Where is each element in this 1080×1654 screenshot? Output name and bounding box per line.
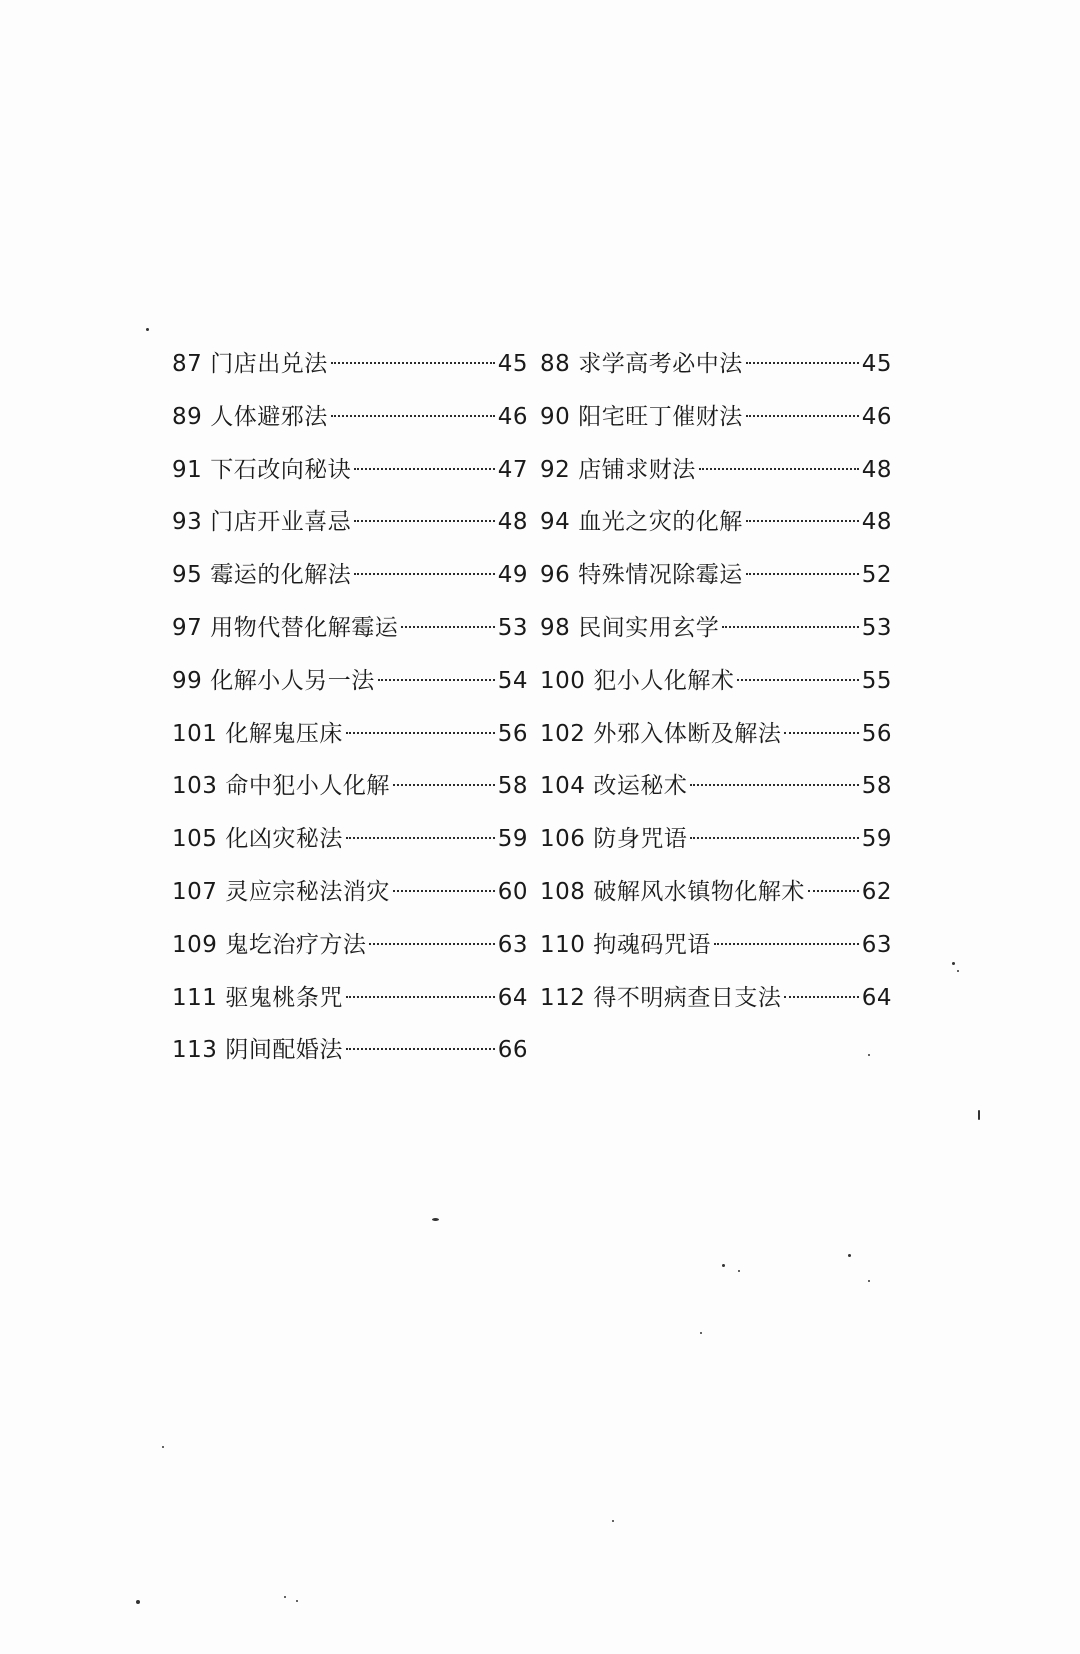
toc-entry	[540, 496, 892, 549]
entry-number: 101	[172, 720, 218, 747]
dot-leader	[346, 732, 495, 734]
entry-title: 破解风水镇物化解术	[593, 878, 805, 905]
entry-page-number: 63	[497, 931, 528, 958]
toc-entry	[540, 391, 892, 444]
toc-entry	[540, 655, 892, 708]
entry-number: 90	[540, 403, 571, 430]
scan-speck	[432, 1218, 439, 1221]
scan-speck	[868, 1054, 870, 1056]
entry-number: 106	[540, 826, 586, 853]
dot-leader	[354, 468, 494, 470]
entry-title: 用物代替化解霉运	[210, 614, 399, 641]
toc-entry	[172, 919, 528, 972]
entry-page-number: 53	[497, 614, 528, 641]
entry-title: 改运秘术	[593, 773, 688, 800]
entry-page-number: 53	[861, 614, 892, 641]
scan-speck	[146, 328, 149, 331]
scan-speck	[162, 1446, 164, 1448]
scan-speck	[848, 1254, 851, 1257]
toc-entry	[172, 549, 528, 602]
entry-number: 103	[172, 773, 218, 800]
scan-speck	[738, 1270, 740, 1272]
entry-title: 化解小人另一法	[210, 667, 375, 694]
entry-number: 110	[540, 931, 586, 958]
dot-leader	[354, 573, 494, 575]
entry-page-number: 59	[497, 826, 528, 853]
dot-leader	[393, 784, 495, 786]
entry-number: 99	[172, 667, 203, 694]
entry-title: 命中犯小人化解	[225, 773, 390, 800]
entry-number: 108	[540, 878, 586, 905]
entry-number: 94	[540, 509, 571, 536]
scan-speck	[296, 1600, 298, 1602]
entry-page-number: 45	[861, 351, 892, 377]
entry-title: 犯小人化解术	[593, 667, 735, 694]
toc-entry	[172, 602, 528, 655]
entry-number: 89	[172, 403, 203, 430]
entry-title: 下石改向秘诀	[210, 456, 352, 483]
entry-page-number: 59	[861, 826, 892, 853]
toc-entry	[540, 919, 892, 972]
dot-leader	[784, 732, 858, 734]
entry-page-number: 45	[497, 351, 528, 377]
entry-page-number: 60	[497, 878, 528, 905]
entry-number: 107	[172, 878, 218, 905]
entry-page-number: 64	[497, 984, 528, 1011]
entry-page-number: 66	[497, 1037, 528, 1064]
toc-entry	[172, 655, 528, 708]
entry-title: 鬼圪治疗方法	[225, 931, 367, 958]
entry-page-number: 64	[861, 984, 892, 1011]
entry-page-number: 54	[497, 667, 528, 694]
entry-title: 民间实用玄学	[578, 614, 720, 641]
entry-number: 97	[172, 614, 203, 641]
entry-number: 111	[172, 984, 218, 1011]
entry-title: 特殊情况除霉运	[578, 562, 743, 589]
dot-leader	[714, 943, 859, 945]
toc-entry	[540, 972, 892, 1025]
entry-title: 阴间配婚法	[225, 1037, 343, 1064]
toc-entry	[540, 549, 892, 602]
scan-speck	[957, 970, 959, 972]
entry-page-number: 55	[861, 667, 892, 694]
entry-page-number: 56	[497, 720, 528, 747]
dot-leader	[746, 415, 859, 417]
toc-entry	[540, 338, 892, 391]
entry-page-number: 46	[497, 403, 528, 430]
dot-leader	[346, 837, 495, 839]
toc-column-right	[540, 338, 892, 1024]
entry-page-number: 49	[497, 562, 528, 589]
entry-title: 得不明病查日支法	[593, 984, 782, 1011]
entry-number: 87	[172, 351, 203, 377]
entry-number: 100	[540, 667, 586, 694]
entry-page-number: 48	[497, 509, 528, 536]
entry-title: 店铺求财法	[578, 456, 696, 483]
dot-leader	[699, 468, 859, 470]
entry-title: 化解鬼压床	[225, 720, 343, 747]
entry-number: 96	[540, 562, 571, 589]
entry-number: 95	[172, 562, 203, 589]
toc-entry	[172, 708, 528, 761]
entry-page-number: 58	[861, 773, 892, 800]
entry-title: 拘魂码咒语	[593, 931, 711, 958]
entry-page-number: 56	[861, 720, 892, 747]
entry-title: 门店开业喜忌	[210, 509, 352, 536]
dot-leader	[354, 520, 494, 522]
scan-speck	[952, 962, 955, 965]
entry-title: 血光之灾的化解	[578, 509, 743, 536]
toc-entry	[540, 602, 892, 655]
entry-title: 化凶灾秘法	[225, 826, 343, 853]
toc-entry	[172, 1024, 528, 1077]
entry-title: 外邪入体断及解法	[593, 720, 782, 747]
dot-leader	[746, 362, 859, 364]
toc-entry	[172, 760, 528, 813]
dot-leader	[808, 890, 859, 892]
toc-entry	[540, 708, 892, 761]
toc-entry	[172, 813, 528, 866]
dot-leader	[331, 415, 495, 417]
entry-number: 104	[540, 773, 586, 800]
entry-title: 霉运的化解法	[210, 562, 352, 589]
entry-page-number: 52	[861, 562, 892, 589]
dot-leader	[346, 996, 495, 998]
entry-number: 91	[172, 456, 203, 483]
entry-page-number: 48	[861, 509, 892, 536]
dot-leader	[784, 996, 858, 998]
entry-title: 人体避邪法	[210, 403, 328, 430]
entry-page-number: 62	[861, 878, 892, 905]
dot-leader	[722, 626, 858, 628]
toc-entry	[172, 338, 528, 391]
entry-number: 88	[540, 351, 571, 377]
scan-speck	[868, 1280, 870, 1282]
entry-title: 门店出兑法	[210, 351, 328, 377]
toc-entry	[172, 972, 528, 1025]
toc-column-left	[172, 338, 528, 1077]
dot-leader	[346, 1048, 495, 1050]
entry-title: 求学高考必中法	[578, 351, 743, 377]
entry-title: 灵应宗秘法消灾	[225, 878, 390, 905]
scan-speck	[284, 1596, 286, 1598]
toc-entry	[172, 866, 528, 919]
toc-entry	[540, 760, 892, 813]
dot-leader	[746, 520, 859, 522]
toc-entry	[540, 813, 892, 866]
dot-leader	[737, 679, 858, 681]
entry-number: 105	[172, 826, 218, 853]
dot-leader	[393, 890, 495, 892]
entry-title: 防身咒语	[593, 826, 688, 853]
entry-number: 102	[540, 720, 586, 747]
toc-entry	[540, 444, 892, 497]
entry-page-number: 63	[861, 931, 892, 958]
dot-leader	[401, 626, 494, 628]
entry-title: 阳宅旺丁催财法	[578, 403, 743, 430]
dot-leader	[746, 573, 859, 575]
entry-number: 109	[172, 931, 218, 958]
entry-page-number: 47	[497, 456, 528, 483]
dot-leader	[690, 784, 858, 786]
toc-entry	[172, 496, 528, 549]
toc-entry	[172, 391, 528, 444]
entry-page-number: 46	[861, 403, 892, 430]
dot-leader	[331, 362, 495, 364]
entry-number: 92	[540, 456, 571, 483]
dot-leader	[369, 943, 494, 945]
scan-speck	[136, 1600, 140, 1604]
entry-page-number: 48	[861, 456, 892, 483]
dot-leader	[378, 679, 495, 681]
dot-leader	[690, 837, 858, 839]
entry-number: 93	[172, 509, 203, 536]
entry-number: 98	[540, 614, 571, 641]
entry-title: 驱鬼桃条咒	[225, 984, 343, 1011]
entry-number: 112	[540, 984, 586, 1011]
entry-page-number: 58	[497, 773, 528, 800]
toc-entry	[172, 444, 528, 497]
entry-number: 113	[172, 1037, 218, 1064]
scan-speck	[700, 1332, 702, 1334]
toc-entry	[540, 866, 892, 919]
scan-speck	[978, 1110, 980, 1120]
scan-speck	[612, 1520, 614, 1522]
scan-speck	[722, 1264, 725, 1267]
